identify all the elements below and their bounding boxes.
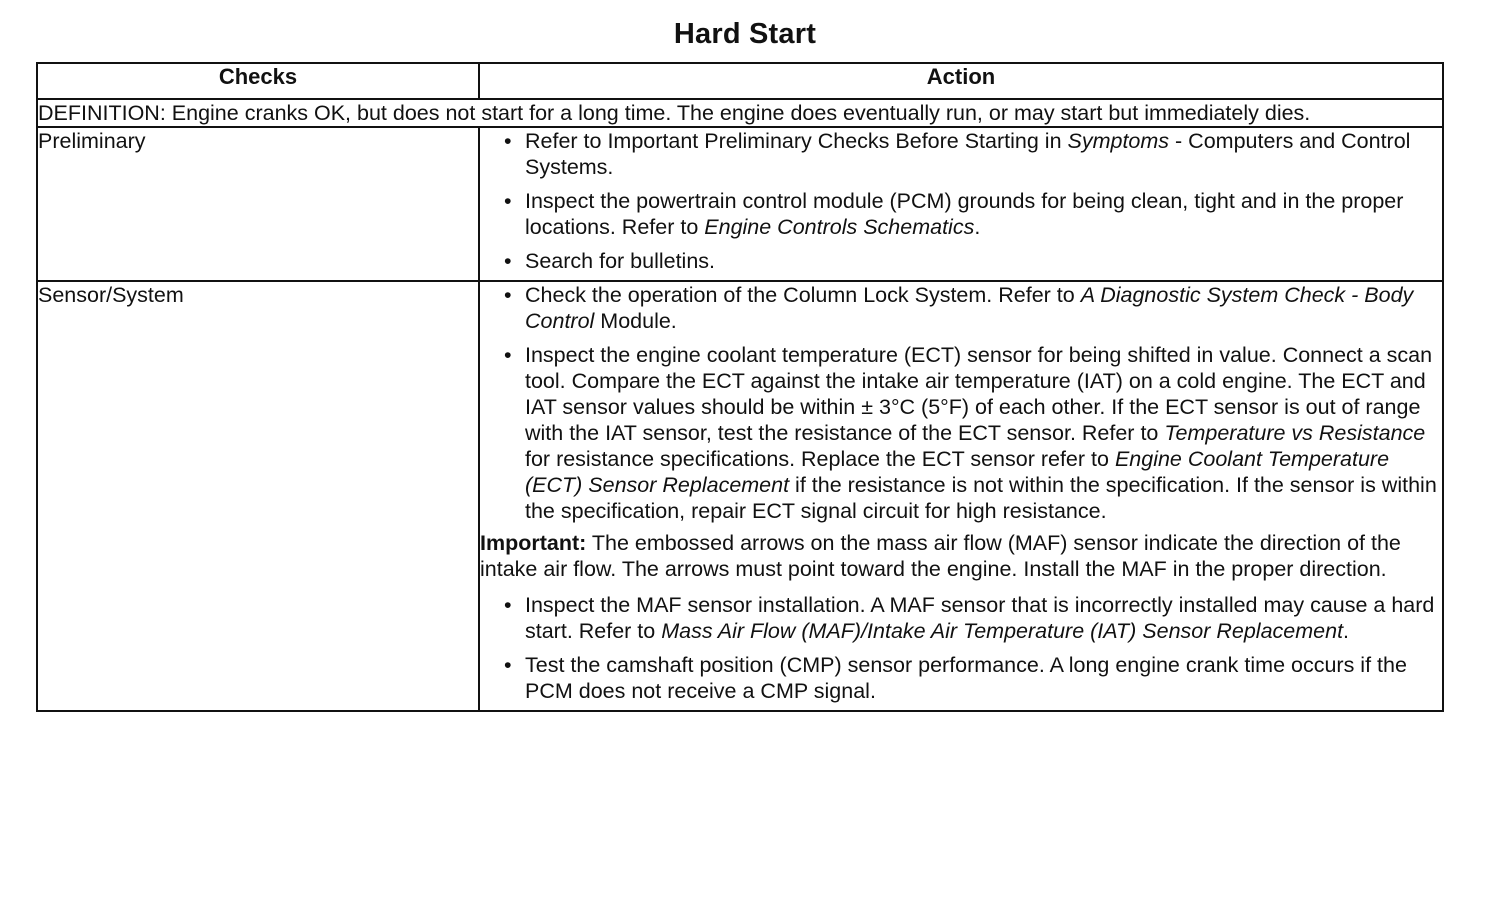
list-item: • Test the camshaft position (CMP) sensor performance. A long engine crank time occurs if the PCM does not receive a CMP signal. <box>504 653 1407 703</box>
definition-text: DEFINITION: Engine cranks OK, but does not start for a long time. The engine does eventually run, or may start but immediately dies. <box>37 99 1443 127</box>
table-row <box>37 281 1443 711</box>
bullet-icon: • <box>504 593 512 617</box>
list-item: • Check the operation of the Column Lock System. Refer to A Diagnostic System Check - Body Control Module. <box>504 283 1414 333</box>
bullet-icon: • <box>504 249 512 273</box>
list-item: • Refer to Important Preliminary Checks Before Starting in Symptoms - Computers and Control Systems. <box>504 129 1411 179</box>
important-note <box>480 530 1442 582</box>
action-column-header: Action <box>479 63 1443 99</box>
header-row <box>37 63 1443 99</box>
bullet-icon: • <box>504 129 512 153</box>
list-item: • Inspect the engine coolant temperature (ECT) sensor for being shifted in value. Connect a scan tool. Compare the ECT against the intake air temperature (IAT) on a cold engine. The ECT and IAT sensor values should be within ± 3°C (5°F) of each other. If the ECT sensor is out of range with the IAT sensor, test the resistance of the ECT sensor. Refer to Temperature vs Resistance for resistance specifications. Replace the ECT sensor refer to Engine Coolant Temperature (ECT) Sensor Replacement if the resistance is not within the specification. If the sensor is within the specification, repair ECT signal circuit for high resistance. <box>504 343 1437 523</box>
list-item: • Inspect the MAF sensor installation. A MAF sensor that is incorrectly installed may cause a hard start. Refer to Mass Air Flow (MAF)/Intake Air Temperature (IAT) Sensor Replacement. <box>504 593 1435 643</box>
bullet-icon: • <box>504 343 512 367</box>
important-label: Important: <box>480 531 587 555</box>
action-sensor-system <box>479 281 1443 711</box>
action-preliminary <box>479 127 1443 281</box>
page-title: Hard Start <box>673 18 817 50</box>
checks-column-header: Checks <box>37 63 479 99</box>
important-text: The embossed arrows on the mass air flow (MAF) sensor indicate the direction of the intake air flow. The arrows must point toward the engine. Install the MAF in the proper direction. <box>480 531 1401 581</box>
table-row <box>37 127 1443 281</box>
check-preliminary: Preliminary <box>37 127 479 281</box>
bullet-icon: • <box>504 653 512 677</box>
definition-row <box>37 99 1443 127</box>
list-item: • Search for bulletins. <box>504 249 716 273</box>
bullet-icon: • <box>504 189 512 213</box>
check-sensor-system: Sensor/System <box>37 281 479 711</box>
list-item: • Inspect the powertrain control module (PCM) grounds for being clean, tight and in the proper locations. Refer to Engine Controls Schematics. <box>504 189 1404 239</box>
bullet-icon: • <box>504 283 512 307</box>
hard-start-table <box>36 62 1444 712</box>
